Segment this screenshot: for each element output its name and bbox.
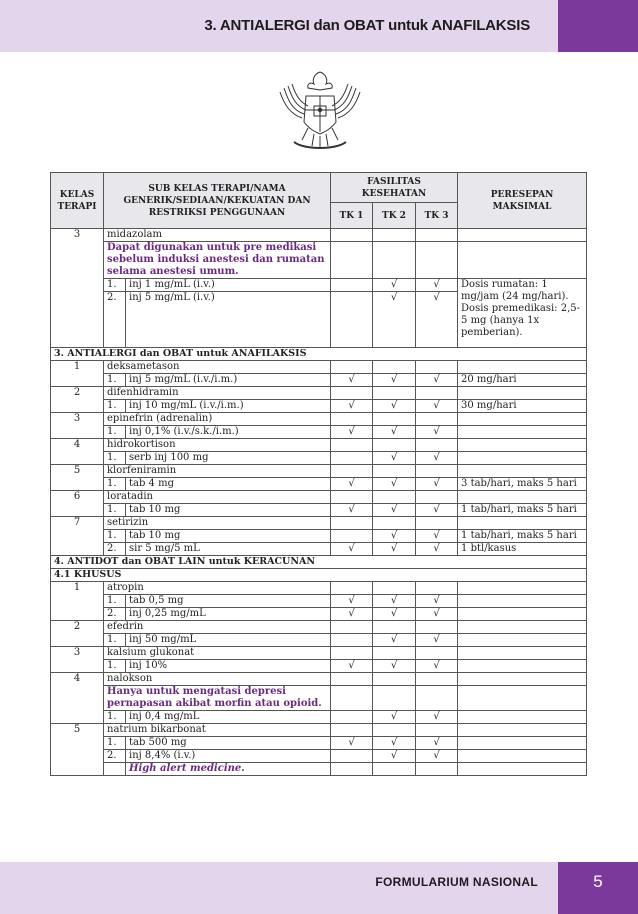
preparation: inj 10 mg/mL (i.v./i.m.) <box>126 400 331 413</box>
table-row <box>51 439 587 452</box>
preparation: inj 0,4 mg/mL <box>126 711 331 724</box>
restriction-note: Hanya untuk mengatasi depresi pernapasan akibat morfin atau opioid. <box>104 686 331 711</box>
restriction-note: Dapat digunakan untuk pre medikasi sebelum induksi anestesi dan rumatan selama anestesi umum. <box>104 242 331 279</box>
item-number: 1. <box>104 279 126 292</box>
max-prescription: 1 tab/hari, maks 5 hari <box>458 504 587 517</box>
check-mark: √ <box>331 374 373 387</box>
check-mark: √ <box>416 595 458 608</box>
footer-band <box>0 862 638 914</box>
header-accent-block <box>558 0 638 52</box>
col-header-fasilitas: FASILITAS KESEHATAN <box>331 173 458 203</box>
check-mark: √ <box>373 543 416 556</box>
table-row <box>51 608 587 621</box>
item-number: 2. <box>104 608 126 621</box>
table-row <box>51 660 587 673</box>
check-mark: √ <box>331 400 373 413</box>
check-mark: √ <box>373 452 416 465</box>
max-prescription: 1 tab/hari, maks 5 hari <box>458 530 587 543</box>
preparation: inj 0,25 mg/mL <box>126 608 331 621</box>
table-row <box>51 582 587 595</box>
section-row <box>51 569 587 582</box>
item-number: 1. <box>104 374 126 387</box>
item-number: 1. <box>104 737 126 750</box>
table-row <box>51 229 587 242</box>
preparation: inj 10% <box>126 660 331 673</box>
check-mark: √ <box>416 452 458 465</box>
col-header-peresepan: PERESEPAN MAKSIMAL <box>458 173 587 229</box>
table-row <box>51 242 587 279</box>
item-number: 1. <box>104 478 126 491</box>
kelas-number: 2 <box>51 621 104 647</box>
item-number: 1. <box>104 595 126 608</box>
section-row <box>51 556 587 569</box>
table-row <box>51 763 587 776</box>
preparation: inj 5 mg/mL (i.v.) <box>126 292 331 348</box>
preparation: sir 5 mg/5 mL <box>126 543 331 556</box>
table-row <box>51 595 587 608</box>
check-mark: √ <box>373 711 416 724</box>
kelas-number: 7 <box>51 517 104 556</box>
check-mark: √ <box>373 279 416 292</box>
item-number: 1. <box>104 660 126 673</box>
preparation: inj 1 mg/mL (i.v.) <box>126 279 331 292</box>
check-mark: √ <box>416 504 458 517</box>
table-row <box>51 279 587 292</box>
check-mark: √ <box>373 737 416 750</box>
check-mark: √ <box>331 478 373 491</box>
table-row <box>51 387 587 400</box>
col-header-tk2: TK 2 <box>373 203 416 229</box>
table-row <box>51 634 587 647</box>
drug-name: atropin <box>104 582 331 595</box>
check-mark: √ <box>373 504 416 517</box>
table-row <box>51 361 587 374</box>
subsection-heading: 4.1 KHUSUS <box>51 569 587 582</box>
item-number: 1. <box>104 426 126 439</box>
kelas-number: 6 <box>51 491 104 517</box>
drug-name: loratadin <box>104 491 331 504</box>
check-mark: √ <box>416 292 458 348</box>
col-header-sub: SUB KELAS TERAPI/NAMA GENERIK/SEDIAAN/KEKUATAN DAN RESTRIKSI PENGGUNAAN <box>104 173 331 229</box>
check-mark: √ <box>416 279 458 292</box>
max-prescription: 1 btl/kasus <box>458 543 587 556</box>
max-prescription: 3 tab/hari, maks 5 hari <box>458 478 587 491</box>
section-heading: 4. ANTIDOT dan OBAT LAIN untuk KERACUNAN <box>51 556 587 569</box>
table-row <box>51 543 587 556</box>
drug-name: setirizin <box>104 517 331 530</box>
table-row <box>51 465 587 478</box>
check-mark: √ <box>331 660 373 673</box>
check-mark: √ <box>416 750 458 763</box>
kelas-number: 1 <box>51 582 104 621</box>
table-row <box>51 686 587 711</box>
drug-name: nalokson <box>104 673 331 686</box>
preparation: inj 0,1% (i.v./s.k./i.m.) <box>126 426 331 439</box>
check-mark: √ <box>373 400 416 413</box>
drug-name: epinefrin (adrenalin) <box>104 413 331 426</box>
check-mark: √ <box>416 660 458 673</box>
preparation: inj 8,4% (i.v.) <box>126 750 331 763</box>
check-mark: √ <box>416 478 458 491</box>
drug-name: efedrin <box>104 621 331 634</box>
kelas-number: 5 <box>51 465 104 491</box>
kelas-number: 1 <box>51 361 104 387</box>
table-row <box>51 413 587 426</box>
table-row <box>51 491 587 504</box>
item-number: 1. <box>104 452 126 465</box>
kelas-number: 3 <box>51 647 104 673</box>
check-mark: √ <box>373 634 416 647</box>
footer-title: FORMULARIUM NASIONAL <box>375 875 538 889</box>
drug-name: kalsium glukonat <box>104 647 331 660</box>
table-row <box>51 750 587 763</box>
formulary-table <box>50 172 587 776</box>
max-prescription: 20 mg/hari <box>458 374 587 387</box>
check-mark: √ <box>331 595 373 608</box>
check-mark: √ <box>331 504 373 517</box>
kelas-number: 2 <box>51 387 104 413</box>
check-mark: √ <box>331 426 373 439</box>
drug-name: hidrokortison <box>104 439 331 452</box>
check-mark: √ <box>373 292 416 348</box>
max-prescription: Dosis rumatan: 1 mg/jam (24 mg/hari). Dosis premedikasi: 2,5-5 mg (hanya 1x pemberian). <box>458 279 587 348</box>
check-mark: √ <box>373 426 416 439</box>
preparation: tab 10 mg <box>126 504 331 517</box>
preparation: inj 50 mg/mL <box>126 634 331 647</box>
table-row <box>51 400 587 413</box>
check-mark: √ <box>373 595 416 608</box>
preparation: tab 4 mg <box>126 478 331 491</box>
section-row <box>51 348 587 361</box>
kelas-number: 3 <box>51 229 104 348</box>
table-row <box>51 647 587 660</box>
preparation: inj 5 mg/mL (i.v./i.m.) <box>126 374 331 387</box>
item-number: 2. <box>104 543 126 556</box>
check-mark: √ <box>416 634 458 647</box>
max-prescription: 30 mg/hari <box>458 400 587 413</box>
table-row <box>51 621 587 634</box>
table-row <box>51 517 587 530</box>
col-header-kelas: KELAS TERAPI <box>51 173 104 229</box>
table-row <box>51 452 587 465</box>
drug-name: deksametason <box>104 361 331 374</box>
table-row <box>51 737 587 750</box>
kelas-number: 5 <box>51 724 104 776</box>
item-number: 1. <box>104 711 126 724</box>
section-heading: 3. ANTIALERGI dan OBAT untuk ANAFILAKSIS <box>51 348 587 361</box>
table-row <box>51 530 587 543</box>
item-number: 1. <box>104 634 126 647</box>
page-number: 5 <box>593 872 603 891</box>
check-mark: √ <box>416 374 458 387</box>
check-mark: √ <box>331 608 373 621</box>
check-mark: √ <box>416 426 458 439</box>
table-row <box>51 504 587 517</box>
kelas-number: 4 <box>51 439 104 465</box>
item-number: 1. <box>104 504 126 517</box>
table-row <box>51 374 587 387</box>
check-mark: √ <box>373 608 416 621</box>
check-mark: √ <box>416 737 458 750</box>
item-number: 1. <box>104 400 126 413</box>
col-header-tk1: TK 1 <box>331 203 373 229</box>
table-row <box>51 673 587 686</box>
high-alert-note: High alert medicine. <box>126 763 331 776</box>
drug-name: difenhidramin <box>104 387 331 400</box>
check-mark: √ <box>416 608 458 621</box>
check-mark: √ <box>373 530 416 543</box>
drug-name: klorfeniramin <box>104 465 331 478</box>
check-mark: √ <box>373 750 416 763</box>
check-mark: √ <box>416 530 458 543</box>
check-mark: √ <box>373 374 416 387</box>
preparation: tab 0,5 mg <box>126 595 331 608</box>
drug-name: midazolam <box>104 229 331 242</box>
check-mark: √ <box>331 543 373 556</box>
garuda-emblem-icon <box>274 66 366 156</box>
table-row <box>51 426 587 439</box>
table-row <box>51 724 587 737</box>
check-mark: √ <box>416 711 458 724</box>
table-row <box>51 478 587 491</box>
preparation: tab 500 mg <box>126 737 331 750</box>
item-number: 2. <box>104 292 126 348</box>
page-header-title: 3. ANTIALERGI dan OBAT untuk ANAFILAKSIS <box>204 17 530 34</box>
preparation: serb inj 100 mg <box>126 452 331 465</box>
drug-name: natrium bikarbonat <box>104 724 331 737</box>
check-mark: √ <box>373 478 416 491</box>
table-row <box>51 711 587 724</box>
check-mark: √ <box>416 543 458 556</box>
kelas-number: 3 <box>51 413 104 439</box>
check-mark: √ <box>373 660 416 673</box>
item-number: 2. <box>104 750 126 763</box>
kelas-number: 4 <box>51 673 104 724</box>
check-mark: √ <box>416 400 458 413</box>
item-number: 1. <box>104 530 126 543</box>
check-mark: √ <box>331 737 373 750</box>
col-header-tk3: TK 3 <box>416 203 458 229</box>
preparation: tab 10 mg <box>126 530 331 543</box>
